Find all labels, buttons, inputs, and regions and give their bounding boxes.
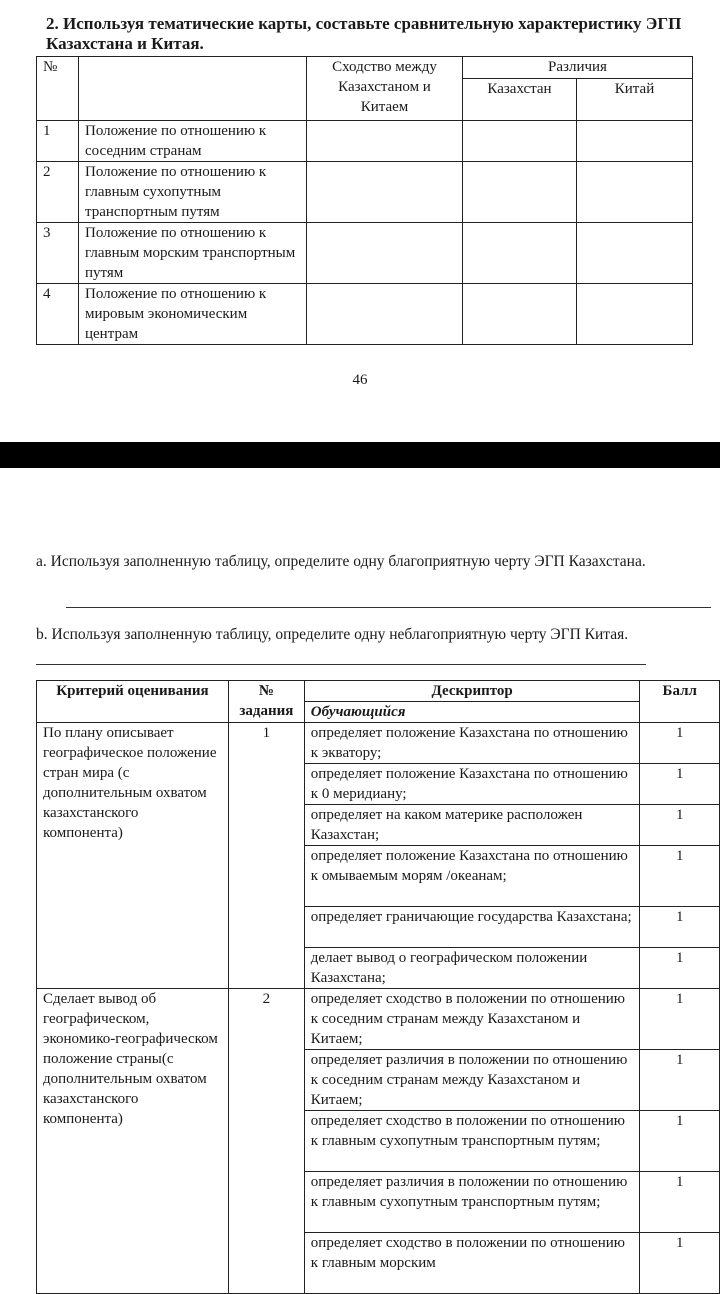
header-descriptor: Дескриптор <box>304 681 640 702</box>
descriptor-cell: определяет сходство в положении по отношению к главным сухопутным транспортным путям; <box>304 1111 640 1172</box>
descriptor-cell: определяет положение Казахстана по отношению к экватору; <box>304 723 640 764</box>
task-number-cell: 1 <box>228 723 304 989</box>
row-label: Положение по отношению к главным морским транспортным путям <box>79 223 307 284</box>
row-number: 3 <box>37 223 79 284</box>
question-b <box>36 625 711 665</box>
empty-cell <box>577 162 693 223</box>
header-china: Китай <box>577 79 693 121</box>
table-row <box>37 723 720 764</box>
table-row <box>37 121 693 162</box>
header-number: № <box>37 57 79 121</box>
worksheet-page-bottom <box>0 468 720 1280</box>
worksheet-page-top <box>0 0 720 442</box>
row-label: Положение по отношению к мировым экономическим центрам <box>79 284 307 345</box>
page-divider <box>0 442 720 468</box>
score-cell: 1 <box>640 948 720 989</box>
empty-cell <box>577 284 693 345</box>
answer-line-a <box>66 607 711 608</box>
score-cell: 1 <box>640 764 720 805</box>
header-blank <box>79 57 307 121</box>
empty-cell <box>577 223 693 284</box>
descriptor-cell: определяет граничающие государства Казахстана; <box>304 907 640 948</box>
task-title: 2. Используя тематические карты, составьте сравнительную характеристику ЭГП Казахстана и Китая. <box>46 14 682 53</box>
empty-cell <box>463 284 577 345</box>
score-cell: 1 <box>640 1050 720 1111</box>
descriptor-cell: определяет различия в положении по отношению к соседним странам между Казахстаном и Китаем; <box>304 1050 640 1111</box>
table-row <box>37 162 693 223</box>
row-label: Положение по отношению к соседним странам <box>79 121 307 162</box>
question-a: а. Используя заполненную таблицу, определите одну благоприятную черту ЭГП Казахстана. <box>36 553 646 570</box>
score-cell: 1 <box>640 907 720 948</box>
score-cell: 1 <box>640 1111 720 1172</box>
page-number: 46 <box>352 372 368 388</box>
descriptor-cell: определяет сходство в положении по отношению к соседним странам между Казахстаном и Китаем; <box>304 989 640 1050</box>
score-cell: 1 <box>640 1172 720 1233</box>
question-b-text: b. Используя заполненную таблицу, определите одну неблагоприятную черту ЭГП Китая. <box>36 626 629 643</box>
table-row <box>37 223 693 284</box>
score-cell: 1 <box>640 723 720 764</box>
header-score: Балл <box>640 681 720 723</box>
score-cell: 1 <box>640 1233 720 1294</box>
descriptor-cell: делает вывод о географическом положении Казахстана; <box>304 948 640 989</box>
descriptor-cell: определяет различия в положении по отношению к главным сухопутным транспортным путям; <box>304 1172 640 1233</box>
answer-line-b <box>36 649 646 665</box>
empty-cell <box>307 121 463 162</box>
header-task-number: № задания <box>228 681 304 723</box>
empty-cell <box>463 162 577 223</box>
criterion-cell: Сделает вывод об географическом, экономико-географическом положение страны(с дополнительным охватом казахстанского компонента) <box>37 989 229 1294</box>
comparison-table <box>36 56 693 345</box>
empty-cell <box>307 162 463 223</box>
row-number: 2 <box>37 162 79 223</box>
empty-cell <box>463 223 577 284</box>
assessment-table <box>36 680 720 1294</box>
descriptor-cell: определяет на каком материке расположен Казахстан; <box>304 805 640 846</box>
header-differences: Различия <box>463 57 693 79</box>
descriptor-cell: определяет положение Казахстана по отношению к 0 меридиану; <box>304 764 640 805</box>
descriptor-cell: определяет положение Казахстана по отношению к омываемым морям /океанам; <box>304 846 640 907</box>
criterion-cell: По плану описывает географическое положение стран мира (с дополнительным охватом казахстанского компонента) <box>37 723 229 989</box>
score-cell: 1 <box>640 989 720 1050</box>
row-number: 1 <box>37 121 79 162</box>
header-criterion: Критерий оценивания <box>37 681 229 723</box>
header-kazakhstan: Казахстан <box>463 79 577 121</box>
score-cell: 1 <box>640 805 720 846</box>
task-number-cell: 2 <box>228 989 304 1294</box>
row-label: Положение по отношению к главным сухопутным транспортным путям <box>79 162 307 223</box>
table-row <box>37 284 693 345</box>
row-number: 4 <box>37 284 79 345</box>
descriptor-cell: определяет сходство в положении по отношению к главным морским <box>304 1233 640 1294</box>
empty-cell <box>307 223 463 284</box>
empty-cell <box>463 121 577 162</box>
table-row <box>37 989 720 1050</box>
score-cell: 1 <box>640 846 720 907</box>
header-student: Обучающийся <box>304 702 640 723</box>
empty-cell <box>307 284 463 345</box>
header-similarity: Сходство между Казахстаном и Китаем <box>307 57 463 121</box>
empty-cell <box>577 121 693 162</box>
